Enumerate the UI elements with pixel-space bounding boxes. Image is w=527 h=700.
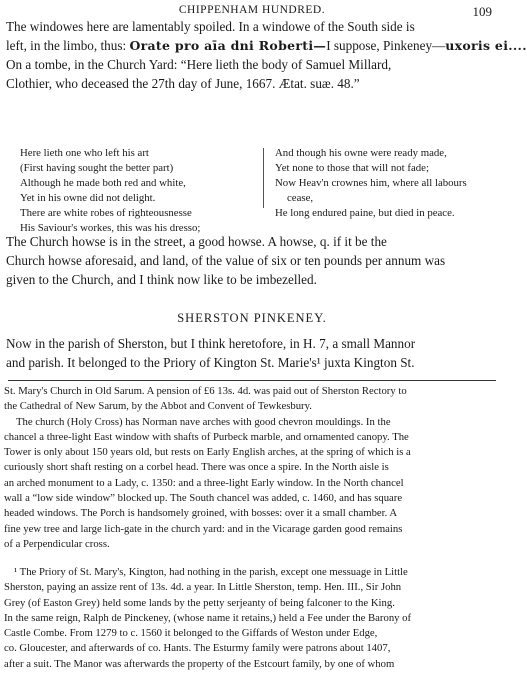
text-line: Church howse aforesaid, and land, of the value of six or ten pounds per annum was (6, 253, 446, 268)
footnote-priory (4, 565, 494, 672)
text-line: Clothier, who deceased the 27th day of June, 1667. Ætat. suæ. 48.” (6, 76, 360, 91)
verse-line: His Saviour's workes, this was his dresso; (20, 222, 201, 234)
blackletter-inscription: Orate pro aīa dni Roberti— (129, 38, 327, 53)
text-line: On a tombe, in the Church Yard: “Here lieth the body of Samuel Millard, (6, 57, 392, 72)
note-line: Castle Combe. From 1279 to c. 1560 it belonged to the Giffards of Weston under Edge, (4, 627, 378, 640)
text-line: The Church howse is in the street, a good howse. A howse, q. if it be the (6, 234, 387, 249)
text-line: left, in the limbo, thus: Orate pro aīa dni Roberti—I suppose, Pinkeney—uxoris ei.... (6, 38, 527, 53)
verse-line: Here lieth one who left his art (20, 147, 149, 159)
verse-line: Yet none to those that will not fade; (275, 162, 429, 174)
text-line: and parish. It belonged to the Priory of Kington St. Marie's¹ juxta Kington St. (6, 355, 415, 370)
verse-line: There are white robes of righteousnesse (20, 207, 192, 219)
paragraph-church-house (6, 232, 492, 289)
verse-line: And though his owne were ready made, (275, 147, 447, 159)
paragraph-windows (6, 17, 527, 93)
text-line: The windowes here are lamentably spoiled. In a windowe of the South side is (6, 19, 415, 34)
verse-line: Although he made both red and white, (20, 177, 186, 189)
verse-column-right (275, 146, 505, 221)
note-line: co. Gloucester, and afterwards of co. Hants. The Esturmy family were patrons about 1407, (4, 642, 391, 655)
note-line: chancel a three-light East window with shafts of Purbeck marble, and ornamented canopy. The (4, 430, 409, 443)
page-number: 109 (472, 4, 492, 19)
note-line: ¹ The Priory of St. Mary's, Kington, had nothing in the parish, except one messuage in Little (14, 566, 408, 578)
note-line: the Cathedral of New Sarum, by the Abbot and Convent of Tewkesbury. (4, 400, 312, 413)
text-line: given to the Church, and I think now like to be imbezelled. (6, 272, 317, 287)
note-line: In the same reign, Ralph de Pinckeney, (whose name it retains,) held a Fee under the Barony of (4, 611, 412, 624)
verse-line: Yet in his owne did not delight. (20, 192, 156, 204)
footnote-rule (8, 380, 496, 381)
note-line: St. Mary's Church in Old Sarum. A pension of £6 13s. 4d. was paid out of Sherston Rectory to (4, 385, 407, 397)
blackletter-inscription-tail: uxoris ei.... (445, 38, 527, 53)
note-line: wall a “low side window” blocked up. The South chancel was added, c. 1460, and has square (4, 492, 403, 505)
note-line: fine yew tree and large lich-gate in the church yard: and in the Vicarage garden good remains (4, 522, 403, 535)
section-heading: SHERSTON PINKENEY. (177, 311, 327, 325)
note-line: Sherston, paying an assize rent of 13s. 4d. a year. In Little Sherston, temp. Hen. III., Sir John (4, 581, 402, 594)
verse-line: (First having sought the better part) (20, 162, 174, 174)
verse-line: cease, (287, 192, 314, 204)
note-line: Grey (of Easton Grey) held some lands by the petty serjeanty of being falconer to the King. (4, 596, 395, 609)
note-line: headed windows. The Porch is handsomely groined, with bosses: over it a small chamber. A (4, 507, 398, 520)
note-line: of a Perpendicular cross. (4, 537, 110, 550)
verse-line: Now Heav'n crownes him, where all labours (275, 177, 467, 189)
note-line: Tower is only about 150 years old, but rests on Early English arches, at the spring of which is a (4, 446, 411, 459)
note-line: curiously short shaft resting on a corbel head. There was once a spire. In the North aisle is (4, 461, 389, 474)
footnote-church (4, 384, 494, 552)
column-divider (263, 148, 264, 208)
verse-column-left (20, 146, 255, 236)
verse-line: He long endured paine, but died in peace. (275, 207, 455, 219)
note-line: an arched monument to a Lady, c. 1350: and a three-light Early window. In the North chancel (4, 476, 404, 489)
note-line: The church (Holy Cross) has Norman nave arches with good chevron mouldings. In the (16, 415, 391, 428)
paragraph-sherston (6, 334, 492, 372)
running-title: CHIPPENHAM HUNDRED. (178, 4, 326, 16)
text-line: Now in the parish of Sherston, but I think heretofore, in H. 7, a small Mannor (6, 336, 416, 351)
note-line: after a suit. The Manor was afterwards the property of the Estcourt family, by one of whom (4, 657, 395, 670)
